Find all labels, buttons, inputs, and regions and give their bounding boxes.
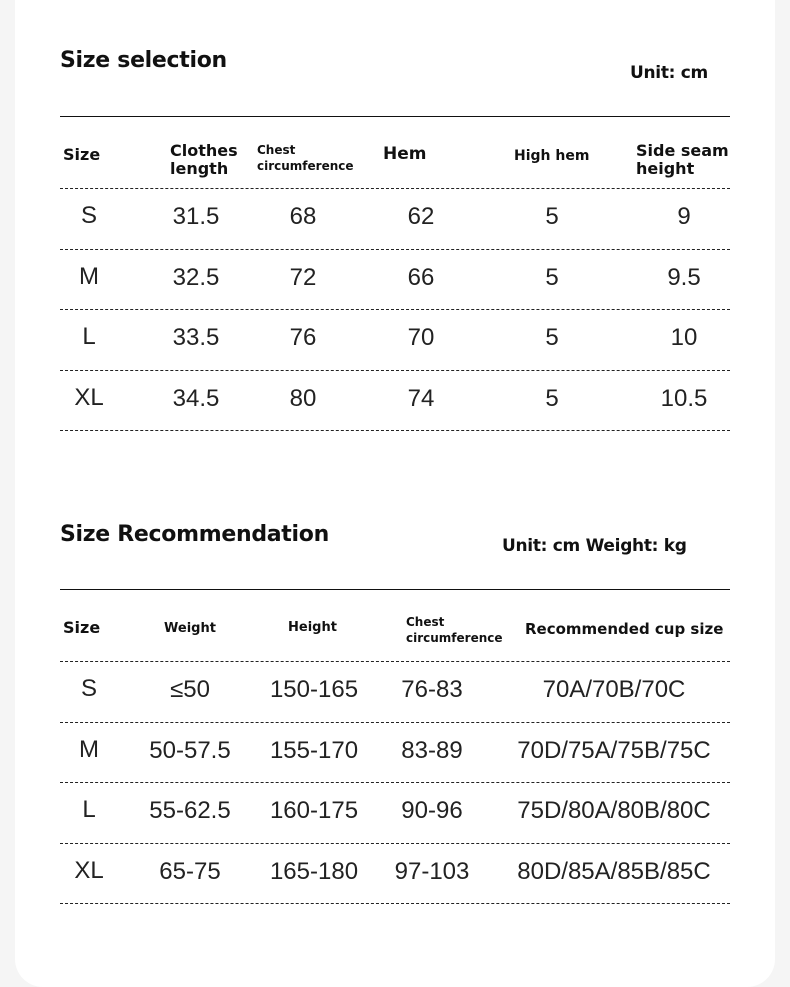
row-divider bbox=[60, 309, 730, 310]
header-side-seam-height bbox=[636, 142, 729, 179]
cell-side-seam: 9 bbox=[677, 203, 691, 230]
cell-cup: 80D/85A/85B/85C bbox=[517, 857, 711, 885]
cell-chest: 68 bbox=[289, 203, 317, 230]
row-divider bbox=[60, 903, 730, 904]
cell-height: 155-170 bbox=[269, 736, 359, 764]
header-chest-line2: circumference bbox=[257, 158, 354, 173]
row-divider bbox=[60, 188, 730, 189]
cell-side-seam: 9.5 bbox=[667, 263, 701, 291]
header-side-seam-line1: Side seam bbox=[636, 141, 729, 160]
cell-chest: 90-96 bbox=[401, 797, 463, 824]
header-clothes-length-line2: length bbox=[170, 159, 229, 179]
cell-height: 150-165 bbox=[269, 676, 359, 703]
cell-clothes-length: 33.5 bbox=[172, 324, 220, 351]
cell-chest: 80 bbox=[289, 384, 317, 412]
cell-cup: 75D/80A/80B/80C bbox=[517, 797, 711, 824]
header-height: Height bbox=[288, 620, 337, 635]
row-divider bbox=[60, 661, 730, 662]
cell-size: S bbox=[80, 675, 98, 702]
table-top-rule bbox=[60, 116, 730, 117]
cell-high-hem: 5 bbox=[545, 324, 559, 351]
cell-high-hem: 5 bbox=[545, 203, 559, 230]
size-recommendation-unit: Unit: cm Weight: kg bbox=[502, 536, 687, 556]
cell-clothes-length: 31.5 bbox=[172, 203, 220, 230]
cell-hem: 74 bbox=[407, 384, 435, 412]
cell-clothes-length: 34.5 bbox=[172, 384, 220, 412]
row-divider bbox=[60, 843, 730, 844]
cell-cup: 70D/75A/75B/75C bbox=[517, 736, 711, 764]
row-divider bbox=[60, 722, 730, 723]
header-chest-line1: Chest bbox=[406, 615, 445, 629]
row-divider bbox=[60, 370, 730, 371]
cell-weight: 50-57.5 bbox=[149, 736, 231, 764]
row-divider bbox=[60, 430, 730, 431]
cell-high-hem: 5 bbox=[545, 263, 559, 291]
cell-hem: 62 bbox=[407, 203, 435, 230]
cell-size: XL bbox=[74, 856, 104, 884]
cell-height: 160-175 bbox=[269, 797, 359, 824]
header-clothes-length-line1: Clothes bbox=[170, 141, 238, 160]
header-size: Size bbox=[63, 145, 101, 164]
table-top-rule bbox=[60, 589, 730, 590]
cell-hem: 66 bbox=[407, 263, 435, 291]
header-size: Size bbox=[63, 618, 101, 637]
cell-chest: 76 bbox=[289, 324, 317, 351]
size-selection-unit: Unit: cm bbox=[630, 63, 708, 83]
cell-size: S bbox=[80, 202, 98, 229]
cell-high-hem: 5 bbox=[545, 384, 559, 412]
header-high-hem: High hem bbox=[514, 148, 590, 164]
cell-size: L bbox=[82, 796, 96, 823]
cell-chest: 83-89 bbox=[401, 736, 463, 764]
header-chest-line2: circumference bbox=[406, 630, 503, 645]
header-chest-circumference bbox=[406, 615, 503, 646]
row-divider bbox=[60, 782, 730, 783]
header-chest-line1: Chest bbox=[257, 143, 296, 157]
cell-weight: ≤50 bbox=[170, 676, 210, 703]
size-recommendation-title: Size Recommendation bbox=[60, 522, 329, 547]
header-clothes-length bbox=[170, 142, 238, 179]
cell-size: M bbox=[79, 735, 99, 763]
header-side-seam-line2: height bbox=[636, 159, 695, 179]
cell-side-seam: 10.5 bbox=[660, 384, 708, 412]
header-chest-circumference bbox=[257, 143, 354, 174]
cell-weight: 65-75 bbox=[159, 857, 221, 885]
cell-chest: 76-83 bbox=[401, 676, 463, 703]
cell-cup: 70A/70B/70C bbox=[542, 676, 686, 703]
cell-weight: 55-62.5 bbox=[149, 797, 231, 824]
row-divider bbox=[60, 249, 730, 250]
cell-chest: 72 bbox=[289, 263, 317, 291]
header-weight: Weight bbox=[164, 621, 216, 636]
cell-hem: 70 bbox=[407, 324, 435, 351]
cell-height: 165-180 bbox=[269, 857, 359, 885]
header-hem: Hem bbox=[383, 144, 427, 164]
cell-size: L bbox=[82, 323, 96, 350]
cell-chest: 97-103 bbox=[394, 857, 470, 885]
cell-size: XL bbox=[74, 383, 104, 411]
size-selection-title: Size selection bbox=[60, 48, 227, 73]
cell-side-seam: 10 bbox=[670, 324, 698, 351]
cell-clothes-length: 32.5 bbox=[172, 263, 220, 291]
cell-size: M bbox=[79, 262, 99, 290]
header-recommended-cup-size: Recommended cup size bbox=[525, 620, 724, 638]
